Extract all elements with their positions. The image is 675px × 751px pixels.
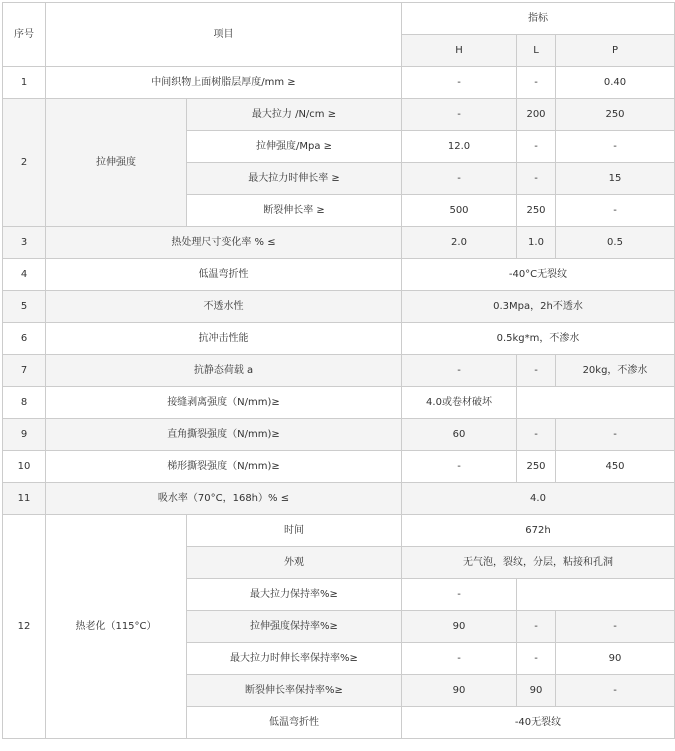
row-item: 吸水率（70°C，168h）% ≤ [46, 483, 402, 515]
cell-l: - [517, 163, 556, 195]
header-indicator: 指标 [402, 3, 675, 35]
row-number: 2 [3, 99, 46, 227]
sub-item: 最大拉力时伸长率保持率%≥ [187, 643, 402, 675]
cell-l: - [517, 611, 556, 643]
cell-l: - [517, 67, 556, 99]
row-group: 热老化（115°C） [46, 515, 187, 739]
cell-h: 90 [402, 675, 517, 707]
cell-p: - [556, 419, 675, 451]
cell-p: 90 [556, 643, 675, 675]
sub-item: 最大拉力时伸长率 ≥ [187, 163, 402, 195]
cell-p: 15 [556, 163, 675, 195]
cell-p: - [556, 611, 675, 643]
cell-p: 0.40 [556, 67, 675, 99]
header-item: 项目 [46, 3, 402, 67]
row-number: 1 [3, 67, 46, 99]
row-number: 10 [3, 451, 46, 483]
cell-all: -40°C无裂纹 [402, 259, 675, 291]
row-number: 6 [3, 323, 46, 355]
table-row [3, 419, 675, 451]
table-row [3, 227, 675, 259]
table-row [3, 355, 675, 387]
cell-h: - [402, 67, 517, 99]
cell-p: 250 [556, 99, 675, 131]
cell-l: 250 [517, 451, 556, 483]
sub-item: 时间 [187, 515, 402, 547]
row-item: 直角撕裂强度（N/mm)≥ [46, 419, 402, 451]
sub-item: 拉伸强度/Mpa ≥ [187, 131, 402, 163]
cell-l: 250 [517, 195, 556, 227]
cell-p: 0.5 [556, 227, 675, 259]
row-number: 4 [3, 259, 46, 291]
cell-h: - [402, 579, 517, 611]
cell-l: - [517, 131, 556, 163]
cell-h: - [402, 355, 517, 387]
cell-l: - [517, 355, 556, 387]
cell-all: 0.5kg*m，不渗水 [402, 323, 675, 355]
table-row [3, 291, 675, 323]
cell-p: - [556, 195, 675, 227]
row-item: 不透水性 [46, 291, 402, 323]
row-number: 11 [3, 483, 46, 515]
row-item: 梯形撕裂强度（N/mm)≥ [46, 451, 402, 483]
cell-h: - [402, 643, 517, 675]
row-item: 中间织物上面树脂层厚度/mm ≥ [46, 67, 402, 99]
table-row [3, 323, 675, 355]
cell-h: - [402, 99, 517, 131]
cell-h: - [402, 163, 517, 195]
cell-p: - [556, 131, 675, 163]
cell-lp [517, 579, 675, 611]
sub-item: 最大拉力保持率%≥ [187, 579, 402, 611]
cell-h: 12.0 [402, 131, 517, 163]
cell-h: 2.0 [402, 227, 517, 259]
row-number: 7 [3, 355, 46, 387]
row-number: 3 [3, 227, 46, 259]
row-number: 12 [3, 515, 46, 739]
cell-h: 90 [402, 611, 517, 643]
cell-p: 20kg，不渗水 [556, 355, 675, 387]
cell-l: 200 [517, 99, 556, 131]
cell-all: -40无裂纹 [402, 707, 675, 739]
header-seq: 序号 [3, 3, 46, 67]
sub-item: 低温弯折性 [187, 707, 402, 739]
row-item: 热处理尺寸变化率 % ≤ [46, 227, 402, 259]
row-item: 低温弯折性 [46, 259, 402, 291]
table-row [3, 67, 675, 99]
cell-p: 450 [556, 451, 675, 483]
sub-item: 外观 [187, 547, 402, 579]
header-col-h: H [402, 35, 517, 67]
cell-all: 672h [402, 515, 675, 547]
cell-all: 4.0 [402, 483, 675, 515]
table-row [3, 483, 675, 515]
cell-h: 500 [402, 195, 517, 227]
cell-l: - [517, 419, 556, 451]
cell-all: 无气泡，裂纹，分层，粘接和孔洞 [402, 547, 675, 579]
row-group: 拉伸强度 [46, 99, 187, 227]
row-item: 抗静态荷载 a [46, 355, 402, 387]
cell-all: 0.3Mpa，2h不透水 [402, 291, 675, 323]
row-number: 9 [3, 419, 46, 451]
cell-h: 4.0或卷材破坏 [402, 387, 517, 419]
sub-item: 最大拉力 /N/cm ≥ [187, 99, 402, 131]
table-row [3, 451, 675, 483]
sub-item: 断裂伸长率 ≥ [187, 195, 402, 227]
table-row [3, 259, 675, 291]
row-number: 5 [3, 291, 46, 323]
table-row [3, 515, 675, 547]
table-row [3, 387, 675, 419]
row-item: 接缝剥离强度（N/mm)≥ [46, 387, 402, 419]
cell-l: - [517, 643, 556, 675]
table-row [3, 99, 675, 131]
sub-item: 拉伸强度保持率%≥ [187, 611, 402, 643]
cell-l: 90 [517, 675, 556, 707]
cell-l: 1.0 [517, 227, 556, 259]
row-item: 抗冲击性能 [46, 323, 402, 355]
header-col-p: P [556, 35, 675, 67]
row-number: 8 [3, 387, 46, 419]
cell-p: - [556, 675, 675, 707]
cell-h: 60 [402, 419, 517, 451]
cell-lp [517, 387, 675, 419]
header-col-l: L [517, 35, 556, 67]
spec-table [2, 2, 675, 739]
cell-h: - [402, 451, 517, 483]
sub-item: 断裂伸长率保持率%≥ [187, 675, 402, 707]
